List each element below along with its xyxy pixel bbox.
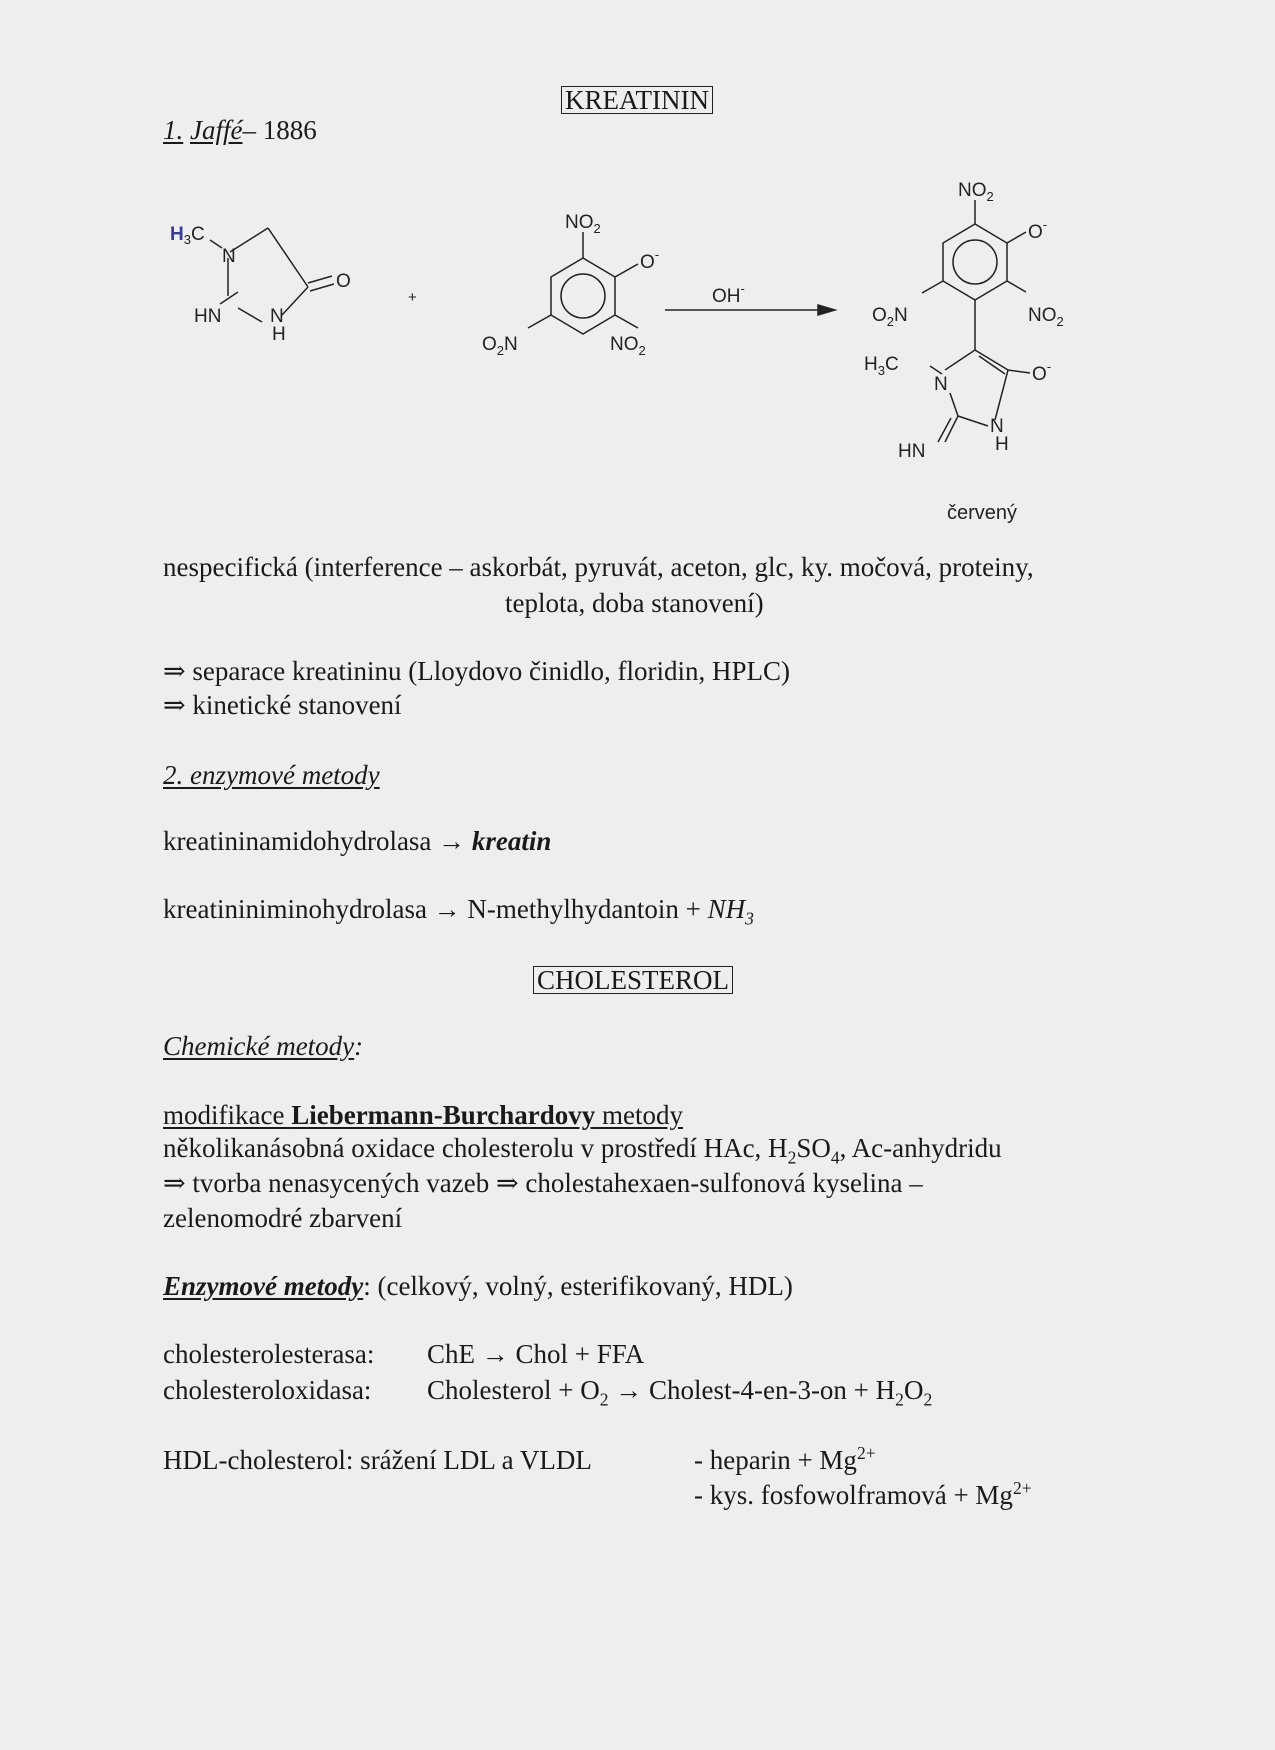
product-bond [1007, 281, 1026, 292]
picrate-no2-top: $NO_2$ [565, 212, 601, 236]
color-line: zelenomodré zbarvení [163, 1203, 403, 1233]
enzyme-line-1 [163, 826, 551, 857]
hdl-option-1 [694, 1443, 876, 1476]
cho-reaction-b: → Cholest-4-en-3-on + H [608, 1375, 896, 1405]
product-no2-top: $NO_2$ [958, 180, 994, 204]
product-ring-bond [995, 370, 1008, 420]
product-ring-bond [945, 350, 975, 370]
enzyme-methods-label: Enzymové metody [163, 1271, 364, 1301]
enzyme1-product: kreatin [471, 826, 552, 856]
product-o2n: $O_2N$ [872, 305, 908, 329]
product-bond [922, 281, 943, 293]
creatinine-bond [238, 308, 262, 322]
plus-sign: + [408, 289, 417, 306]
cho-label: cholesteroloxidasa: [163, 1375, 372, 1405]
che-label: cholesterolesterasa: [163, 1339, 375, 1369]
picrate-bond [615, 315, 638, 328]
hdl-option-2-sup: 2+ [1012, 1478, 1032, 1498]
cholesterol-title: CHOLESTEROL [533, 966, 733, 994]
product-ring-bond [975, 350, 1008, 370]
product-ring-bond [1008, 370, 1030, 373]
che-reaction: ChE → Chol + FFA [427, 1339, 645, 1369]
enzyme2-text: kreatininiminohydrolasa → N-methylhydantoin + [163, 894, 708, 924]
creatinine-nh-n-label: N [270, 306, 284, 327]
hdl-option-1-sup: 2+ [856, 1443, 876, 1463]
product-ring-bond [945, 416, 958, 442]
picrate-bond [615, 264, 638, 277]
oxidation-text-a: několikanásobná oxidace cholesterolu v prostředí HAc, H [163, 1133, 788, 1163]
enzyme2-product: NH [707, 894, 746, 924]
enzyme1-text: kreatininamidohydrolasa → [163, 826, 472, 856]
cho-reaction-sub2: 2 [895, 1389, 904, 1410]
oxidation-text-c: , Ac-anhydridu [839, 1133, 1002, 1163]
product-hn: HN [898, 441, 926, 462]
kreatinin-title: KREATININ [561, 86, 713, 114]
creatinine-carbonyl [308, 276, 332, 283]
section1-heading [163, 115, 317, 146]
section1-number: 1. [163, 115, 184, 145]
unsaturated-line: ⇒ tvorba nenasycených vazeb ⇒ cholestahexaen-sulfonová kyselina – [163, 1168, 923, 1198]
creatinine-nh-h-label: H [272, 324, 286, 345]
cho-reaction-a: Cholesterol + O [427, 1375, 600, 1405]
hdl-label: HDL-cholesterol: srážení LDL a VLDL [163, 1445, 592, 1475]
picrate-no2-right: $NO_2$ [610, 334, 646, 358]
picrate-aromatic-circle [561, 274, 605, 318]
creatinine-carbonyl [310, 284, 334, 291]
cho-reaction [427, 1375, 932, 1410]
reaction-arrow-head [818, 305, 835, 315]
product-aromatic-circle [953, 240, 997, 284]
lb-name: Liebermann-Burchardovy [291, 1100, 596, 1130]
product-nh-h: H [995, 434, 1009, 455]
enzyme-methods-heading [163, 1271, 793, 1302]
product-ring-bond [950, 393, 958, 416]
lb-method-line [163, 1100, 683, 1131]
picrate-o-minus: O- [640, 247, 660, 273]
enzyme-methods-rest: : (celkový, volný, esterifikovaný, HDL) [363, 1271, 793, 1301]
oxidation-sub-2: 4 [830, 1147, 840, 1168]
product-color-label: červený [947, 502, 1018, 524]
creatinine-n-label: N [222, 246, 236, 267]
picrate-o2n: $O_2N$ [482, 334, 518, 358]
oxidation-sub-1: 2 [787, 1147, 797, 1168]
cho-reaction-c: O [903, 1375, 924, 1405]
product-n-label: N [934, 374, 948, 395]
enzyme-line-2 [163, 894, 754, 929]
creatinine-double-bond [220, 292, 238, 304]
creatinine-o-label: O [336, 271, 351, 292]
kinetic-line: ⇒ kinetické stanovení [163, 690, 402, 720]
chemical-methods-heading [163, 1031, 363, 1062]
nonspecific-line1: nespecifická (interference – askorbát, pyruvát, aceton, glc, ky. močová, proteiny, [163, 552, 1034, 582]
product-bond [1007, 232, 1026, 243]
jaffe-reaction-scheme [150, 180, 1110, 530]
lb-prefix: modifikace [163, 1100, 292, 1130]
creatinine-methyl-bond [210, 240, 222, 248]
product-ring-double-bond [938, 418, 951, 442]
separation-line: ⇒ separace kreatininu (Lloydovo činidlo, floridin, HPLC) [163, 656, 790, 686]
lb-suffix: metody [595, 1100, 683, 1130]
nonspecific-line2: teplota, doba stanovení) [505, 588, 764, 618]
cho-reaction-sub1: 2 [599, 1389, 609, 1410]
creatinine-bond [268, 228, 308, 287]
product-nh-n: N [990, 416, 1004, 437]
chemical-methods-label: Chemické metody [163, 1031, 355, 1061]
hdl-option-2-text: - kys. fosfowolframová + Mg [694, 1480, 1013, 1510]
product-no2-right: $NO_2$ [1028, 305, 1064, 329]
product-methyl-bond [930, 366, 942, 374]
creatinine-hn-label: HN [194, 306, 222, 327]
oxidation-line [163, 1133, 1002, 1168]
creatinine-methyl-label: $H_3C$ [170, 224, 205, 247]
enzyme2-product-sub: 3 [745, 908, 754, 929]
hdl-option-1-text: - heparin + Mg [694, 1445, 857, 1475]
section2-heading: 2. enzymové metody [163, 760, 380, 790]
product-o-minus-top: O- [1028, 217, 1048, 243]
product-o-minus-ring: O- [1032, 359, 1052, 385]
oxidation-text-b: SO [796, 1133, 831, 1163]
chemical-methods-colon: : [354, 1031, 364, 1061]
product-h3c: $H_3C$ [864, 354, 899, 378]
cho-reaction-sub3: 2 [923, 1389, 933, 1410]
creatinine-bond [282, 287, 308, 315]
section1-year: – 1886 [242, 115, 317, 145]
picrate-bond [528, 315, 551, 328]
hdl-option-2 [694, 1478, 1032, 1511]
product-ring-bond [958, 416, 988, 426]
section1-author: Jaffé [190, 115, 243, 145]
reaction-arrow-label: OH- [712, 281, 745, 307]
